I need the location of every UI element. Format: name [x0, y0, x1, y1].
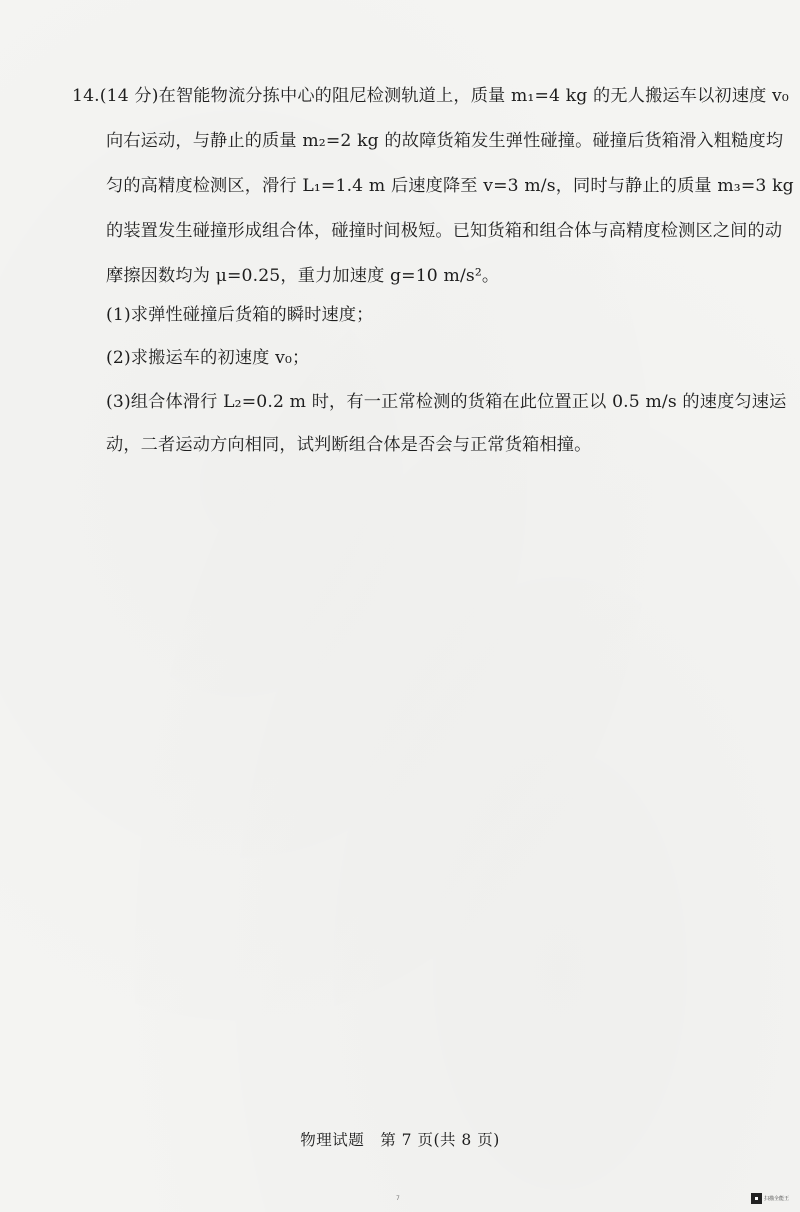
question-stem-line-1: 14.(14 分)在智能物流分拣中心的阻尼检测轨道上，质量 m₁=4 kg 的无人搬运车以初速度 v₀	[72, 86, 789, 106]
page-footer: 物理试题 第 7 页(共 8 页)	[300, 1131, 500, 1149]
sub-question-2: (2)求搬运车的初速度 v₀；	[106, 348, 310, 368]
question-stem-line-2: 向右运动，与静止的质量 m₂=2 kg 的故障货箱发生弹性碰撞。碰撞后货箱滑入粗糙度均	[106, 131, 784, 151]
question-stem-line-3: 匀的高精度检测区，滑行 L₁=1.4 m 后速度降至 v=3 m/s，同时与静止的质量 m₃=3 kg	[106, 176, 794, 196]
question-stem-line-5: 摩擦因数均为 μ=0.25，重力加速度 g=10 m/s²。	[106, 266, 500, 286]
scanner-watermark-text: 扫描全能王	[764, 1195, 790, 1202]
sub-question-3-line-1: (3)组合体滑行 L₂=0.2 m 时，有一正常检测的货箱在此位置正以 0.5 m/s 的速度匀速运	[106, 392, 787, 412]
scanner-watermark	[751, 1191, 795, 1205]
sub-question-1: (1)求弹性碰撞后货箱的瞬时速度；	[106, 305, 374, 325]
question-stem-line-4: 的装置发生碰撞形成组合体，碰撞时间极短。已知货箱和组合体与高精度检测区之间的动	[106, 221, 783, 241]
qr-code-icon	[751, 1193, 762, 1204]
sub-question-3-line-2: 动，二者运动方向相同，试判断组合体是否会与正常货箱相撞。	[106, 435, 592, 455]
page-mark: 7	[396, 1195, 400, 1202]
